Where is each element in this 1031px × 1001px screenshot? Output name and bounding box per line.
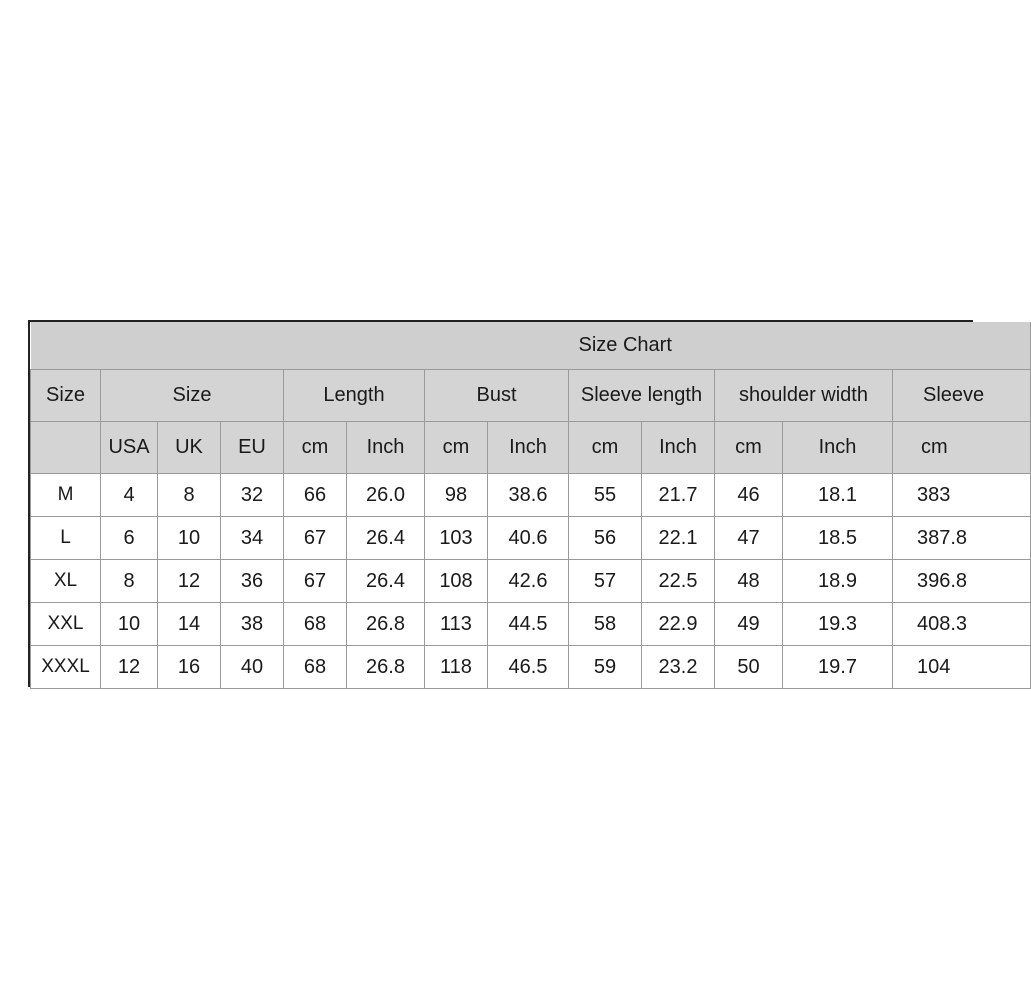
table-cell: 98 — [425, 474, 488, 517]
table-cell: 44.5 — [488, 603, 569, 646]
chart-title: Size Chart — [31, 322, 1031, 370]
table-cell: 46 — [715, 474, 783, 517]
table-cell: 12 — [101, 646, 158, 689]
table-cell: 68 — [284, 603, 347, 646]
table-cell: 19.7 — [783, 646, 893, 689]
table-cell: 103 — [425, 517, 488, 560]
table-cell: 104 — [893, 646, 1031, 689]
table-cell: 108 — [425, 560, 488, 603]
size-name-cell: XXL — [31, 603, 101, 646]
table-cell: 36 — [221, 560, 284, 603]
table-cell: 48 — [715, 560, 783, 603]
table-cell: 59 — [569, 646, 642, 689]
unit-header-cell: Inch — [642, 422, 715, 474]
unit-header-cell: USA — [101, 422, 158, 474]
table-row — [31, 560, 1031, 603]
unit-header-cell — [31, 422, 101, 474]
table-cell: 18.5 — [783, 517, 893, 560]
table-cell: 50 — [715, 646, 783, 689]
title-row — [31, 322, 1031, 370]
table-cell: 46.5 — [488, 646, 569, 689]
table-cell: 26.4 — [347, 517, 425, 560]
table-cell: 4 — [101, 474, 158, 517]
table-cell: 67 — [284, 517, 347, 560]
table-cell: 22.1 — [642, 517, 715, 560]
table-cell: 47 — [715, 517, 783, 560]
size-name-cell: XL — [31, 560, 101, 603]
unit-header-cell: EU — [221, 422, 284, 474]
table-cell: 22.9 — [642, 603, 715, 646]
table-cell: 38 — [221, 603, 284, 646]
table-cell: 57 — [569, 560, 642, 603]
group-header-size: Size — [31, 370, 101, 422]
unit-header-cell: Inch — [488, 422, 569, 474]
group-header-sleeve-length: Sleeve length — [569, 370, 715, 422]
table-cell: 67 — [284, 560, 347, 603]
table-cell: 387.8 — [893, 517, 1031, 560]
table-cell: 113 — [425, 603, 488, 646]
table-cell: 12 — [158, 560, 221, 603]
group-header-size: Size — [101, 370, 284, 422]
table-cell: 22.5 — [642, 560, 715, 603]
table-cell: 34 — [221, 517, 284, 560]
table-cell: 16 — [158, 646, 221, 689]
size-chart-table — [30, 322, 1031, 689]
unit-header-cell: cm — [425, 422, 488, 474]
table-row — [31, 474, 1031, 517]
table-row — [31, 517, 1031, 560]
table-cell: 8 — [158, 474, 221, 517]
table-cell: 38.6 — [488, 474, 569, 517]
size-name-cell: L — [31, 517, 101, 560]
table-cell: 58 — [569, 603, 642, 646]
table-cell: 55 — [569, 474, 642, 517]
group-header-shoulder-width: shoulder width — [715, 370, 893, 422]
table-cell: 21.7 — [642, 474, 715, 517]
unit-header-cell: cm — [569, 422, 642, 474]
unit-header-cell: Inch — [347, 422, 425, 474]
size-name-cell: XXXL — [31, 646, 101, 689]
unit-header-row — [31, 422, 1031, 474]
table-cell: 68 — [284, 646, 347, 689]
unit-header-cell: cm — [893, 422, 1031, 474]
group-header-bust: Bust — [425, 370, 569, 422]
size-chart — [28, 320, 985, 687]
table-row — [31, 646, 1031, 689]
group-header-sleeve: Sleeve — [893, 370, 1031, 422]
table-cell: 383 — [893, 474, 1031, 517]
group-header-row — [31, 370, 1031, 422]
unit-header-cell: UK — [158, 422, 221, 474]
table-cell: 26.0 — [347, 474, 425, 517]
table-cell: 118 — [425, 646, 488, 689]
table-cell: 56 — [569, 517, 642, 560]
table-cell: 10 — [158, 517, 221, 560]
table-cell: 6 — [101, 517, 158, 560]
table-cell: 8 — [101, 560, 158, 603]
table-cell: 14 — [158, 603, 221, 646]
table-cell: 26.8 — [347, 646, 425, 689]
table-cell: 10 — [101, 603, 158, 646]
table-cell: 19.3 — [783, 603, 893, 646]
table-cell: 26.8 — [347, 603, 425, 646]
table-cell: 18.9 — [783, 560, 893, 603]
table-cell: 26.4 — [347, 560, 425, 603]
unit-header-cell: cm — [284, 422, 347, 474]
table-row — [31, 603, 1031, 646]
table-cell: 42.6 — [488, 560, 569, 603]
table-cell: 18.1 — [783, 474, 893, 517]
table-cell: 66 — [284, 474, 347, 517]
size-name-cell: M — [31, 474, 101, 517]
table-cell: 49 — [715, 603, 783, 646]
table-cell: 32 — [221, 474, 284, 517]
table-cell: 408.3 — [893, 603, 1031, 646]
unit-header-cell: cm — [715, 422, 783, 474]
table-cell: 40 — [221, 646, 284, 689]
table-cell: 396.8 — [893, 560, 1031, 603]
table-cell: 40.6 — [488, 517, 569, 560]
unit-header-cell: Inch — [783, 422, 893, 474]
table-cell: 23.2 — [642, 646, 715, 689]
group-header-length: Length — [284, 370, 425, 422]
